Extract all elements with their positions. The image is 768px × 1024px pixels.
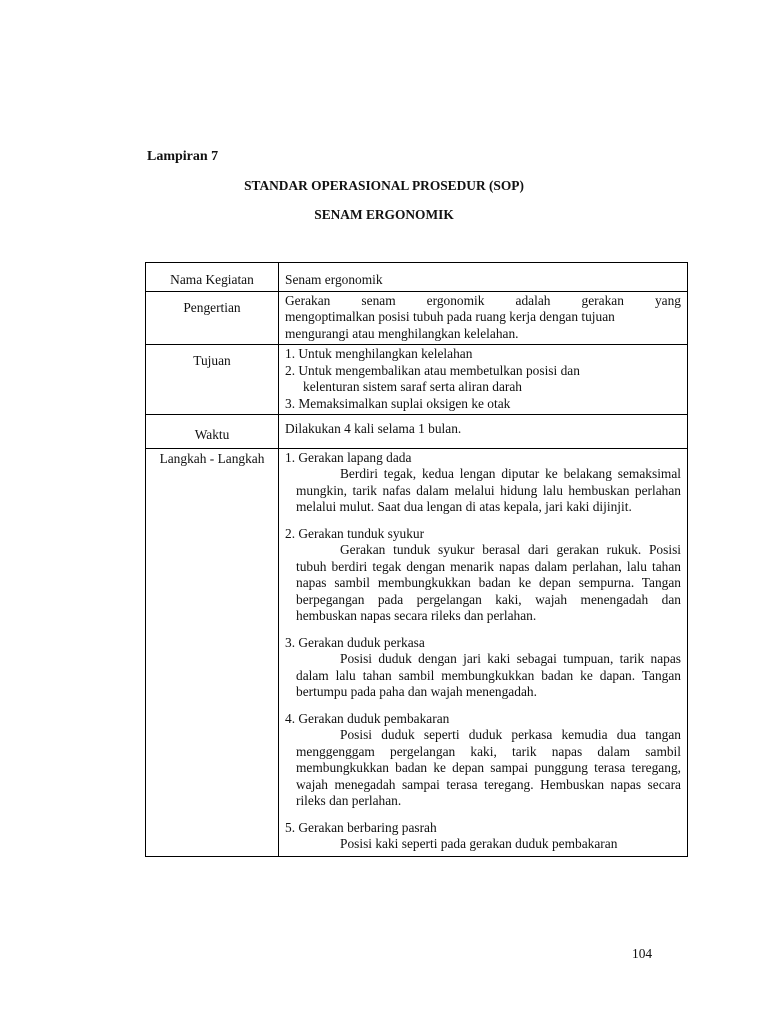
- content-line: mengoptimalkan posisi tubuh pada ruang kerja dengan tujuan: [285, 309, 615, 324]
- row-label-text: Pengertian: [183, 299, 241, 315]
- row-label: [146, 345, 279, 415]
- step-body: [285, 651, 681, 701]
- page-number: 104: [632, 946, 653, 961]
- table-row-waktu: [146, 415, 688, 449]
- content-line: Gerakan senam ergonomik adalah gerakan yang: [285, 292, 681, 308]
- step-body-text: Posisi duduk dengan jari kaki sebagai tumpuan, tarik napas dalam lalu tahan sambil membungkukkan badan ke dapan. Tangan bertumpu pada paha dan wajah menengadah.: [296, 651, 681, 699]
- step-body: [285, 727, 681, 810]
- list-item: kelenturan sistem saraf serta aliran darah: [303, 379, 522, 394]
- row-label: [146, 263, 279, 292]
- step-item: [285, 820, 681, 853]
- step-body: [285, 466, 681, 516]
- table-row-langkah: [146, 448, 688, 856]
- row-label: [146, 448, 279, 856]
- row-content-text: Senam ergonomik: [285, 272, 383, 287]
- list-item: 3. Memaksimalkan suplai oksigen ke otak: [285, 395, 511, 411]
- table-row-pengertian: [146, 291, 688, 345]
- row-content: [279, 415, 688, 449]
- step-body-text: Posisi kaki seperti pada gerakan duduk pembakaran: [340, 836, 618, 851]
- row-label-text: Nama Kegiatan: [170, 272, 254, 287]
- step-title: 2. Gerakan tunduk syukur: [285, 525, 425, 541]
- row-content: [279, 263, 688, 292]
- step-title: 3. Gerakan duduk perkasa: [285, 634, 425, 650]
- list-item: 2. Untuk mengembalikan atau membetulkan posisi dan: [285, 362, 580, 378]
- content-line: mengurangi atau menghilangkan kelelahan.: [285, 325, 519, 341]
- step-body-text: Berdiri tegak, kedua lengan diputar ke belakang semaksimal mungkin, tarik nafas dalam melalui hidung lalu hembuskan perlahan melalui mulut. Saat dua lengan di atas kepala, jari kaki dijinjit.: [296, 466, 681, 514]
- sop-table: [145, 262, 688, 857]
- document-label: Lampiran 7: [147, 149, 219, 164]
- document-subtitle: SENAM ERGONOMIK: [314, 207, 454, 222]
- step-body-text: Posisi duduk seperti duduk perkasa kemudia dua tangan menggenggam pergelangan kaki, tarik napas dalam sambil membungkukkan badan ke depan sampai punggung terasa teregang, wajah menegadah sampai terasa teregang. Hembuskan napas secara rileks dan perlahan.: [296, 727, 681, 808]
- table-row-tujuan: [146, 345, 688, 415]
- step-body-text: Gerakan tunduk syukur berasal dari gerakan rukuk. Posisi tubuh berdiri tegak dengan menarik napas dalam perlahan, lalu tahan napas sambil membungkukkan badan ke depan sempurna. Tangan berpegangan pada pergelangan kaki, wajah menengadah dan hembuskan napas secara rileks dan perlahan.: [296, 542, 681, 623]
- row-content: [279, 345, 688, 415]
- step-item: [285, 450, 681, 516]
- row-content-text: Dilakukan 4 kali selama 1 bulan.: [285, 421, 462, 436]
- list-item: 1. Untuk menghilangkan kelelahan: [285, 346, 473, 361]
- document-title: STANDAR OPERASIONAL PROSEDUR (SOP): [244, 178, 524, 193]
- row-label: [146, 291, 279, 345]
- row-content: [279, 448, 688, 856]
- step-title: 5. Gerakan berbaring pasrah: [285, 819, 437, 835]
- row-label-text: Langkah - Langkah: [159, 450, 265, 466]
- step-title: 4. Gerakan duduk pembakaran: [285, 710, 450, 726]
- row-label: [146, 415, 279, 449]
- step-body: [285, 542, 681, 625]
- table-row-nama-kegiatan: [146, 263, 688, 292]
- row-label-text: Tujuan: [193, 353, 231, 368]
- step-body: [285, 836, 681, 853]
- step-item: [285, 526, 681, 625]
- row-content: [279, 291, 688, 345]
- step-title: 1. Gerakan lapang dada: [285, 449, 412, 465]
- row-label-text: Waktu: [194, 427, 230, 442]
- objective-list: [285, 346, 681, 412]
- step-item: [285, 635, 681, 701]
- step-item: [285, 711, 681, 810]
